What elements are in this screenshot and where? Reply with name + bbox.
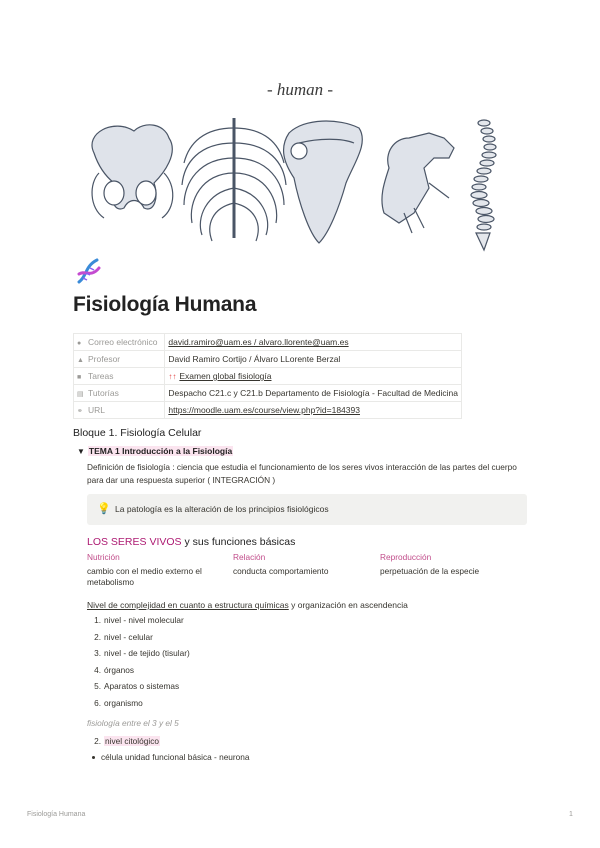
list-item: 6. organismo <box>94 697 143 708</box>
tutorias-value: Despacho C21.c y C21.b Departamento de Fisiología - Facultad de Medicina <box>168 388 458 398</box>
url-link[interactable]: https://moodle.uam.es/course/view.php?id=184393 <box>168 405 360 415</box>
lightbulb-icon: 💡 <box>97 503 111 515</box>
link-icon: ⚭ <box>77 408 83 415</box>
property-key: URL <box>88 405 106 415</box>
cover-caption: - human - <box>266 80 334 99</box>
property-row <box>74 402 462 419</box>
toggle-label: TEMA 1 Introducción a la Fisiología <box>88 446 233 456</box>
page-title: Fisiología Humana <box>73 293 257 316</box>
property-row <box>74 334 462 351</box>
arrows-icon: ↑↑ <box>168 372 177 381</box>
seres-vivos-heading <box>87 536 295 548</box>
list-item: 4. órganos <box>94 664 134 675</box>
function-body: conducta comportamiento <box>233 566 329 576</box>
seres-vivos-pink: LOS SERES VIVOS <box>87 536 182 548</box>
note-text: fisiología entre el 3 y el 5 <box>87 718 179 728</box>
ribcage-drawing <box>182 118 286 241</box>
function-column <box>380 552 530 577</box>
function-body: perpetuación de la especie <box>380 566 480 576</box>
person-icon: ▲ <box>77 357 84 364</box>
function-head: Reproducción <box>380 552 432 562</box>
relation-icon: ■ <box>77 374 82 381</box>
list-item: 1. nivel - nivel molecular <box>94 615 184 625</box>
function-body: cambio con el medio externo el metabolismo <box>87 566 202 587</box>
tareas-link[interactable]: Examen global fisiología <box>179 371 272 381</box>
bullet-item: célula unidad funcional básica - neurona <box>92 752 250 762</box>
footer-title: Fisiología Humana <box>27 811 86 818</box>
hand-drawing <box>382 133 454 233</box>
toggle-triangle-icon[interactable]: ▼ <box>77 447 85 456</box>
seres-vivos-rest: y sus funciones básicas <box>181 536 296 548</box>
list-item: 5. Aparatos o sistemas <box>94 681 180 691</box>
function-column <box>87 552 227 588</box>
list-item: 2. nivel citológico <box>94 736 159 746</box>
function-head: Nutrición <box>87 552 120 562</box>
page-number: 1 <box>569 811 573 818</box>
property-row <box>74 351 462 368</box>
nivel-rest: y organización en ascendencia <box>288 600 408 610</box>
scapula-drawing <box>284 121 363 243</box>
nivel-underlined: Nivel de complejidad en cuanto a estructura químicas <box>87 600 289 610</box>
highlighted-text: nivel citológico <box>105 736 159 746</box>
dna-icon <box>73 256 103 286</box>
at-icon: ● <box>77 340 82 347</box>
nivel-heading <box>87 600 408 610</box>
toggle-tema-1[interactable] <box>77 446 233 456</box>
function-column <box>233 552 373 577</box>
skeleton-illustration <box>84 113 514 253</box>
property-key: Profesor <box>88 354 121 364</box>
property-key: Tutorías <box>88 388 119 398</box>
bullet-dot-icon <box>92 756 95 759</box>
calendar-icon: ▤ <box>77 391 84 398</box>
property-row <box>74 368 462 385</box>
email-link[interactable]: david.ramiro@uam.es / alvaro.llorente@uam.es <box>168 337 349 347</box>
function-head: Relación <box>233 552 266 562</box>
callout <box>87 494 527 525</box>
callout-text: La patología es la alteración de los principios fisiológicos <box>115 504 329 514</box>
levels-list <box>87 612 190 711</box>
property-key: Correo electrónico <box>88 337 158 347</box>
properties-table <box>73 333 462 419</box>
definition-text: Definición de fisiología : ciencia que estudia el funcionamiento de los seres vivos interacción de las partes del cuerpo para dar una respuesta superior ( INTEGRACIÓN ) <box>87 462 517 485</box>
pelvis-drawing <box>92 125 173 218</box>
list-item: 3. nivel - de tejido (tisular) <box>94 648 190 658</box>
property-key: Tareas <box>88 371 114 381</box>
profesor-value: David Ramiro Cortijo / Álvaro LLorente Berzal <box>168 354 341 364</box>
list-item: 2. nivel - celular <box>94 631 153 642</box>
property-row <box>74 385 462 402</box>
spine-drawing <box>471 120 496 250</box>
block-heading: Bloque 1. Fisiología Celular <box>73 427 202 439</box>
